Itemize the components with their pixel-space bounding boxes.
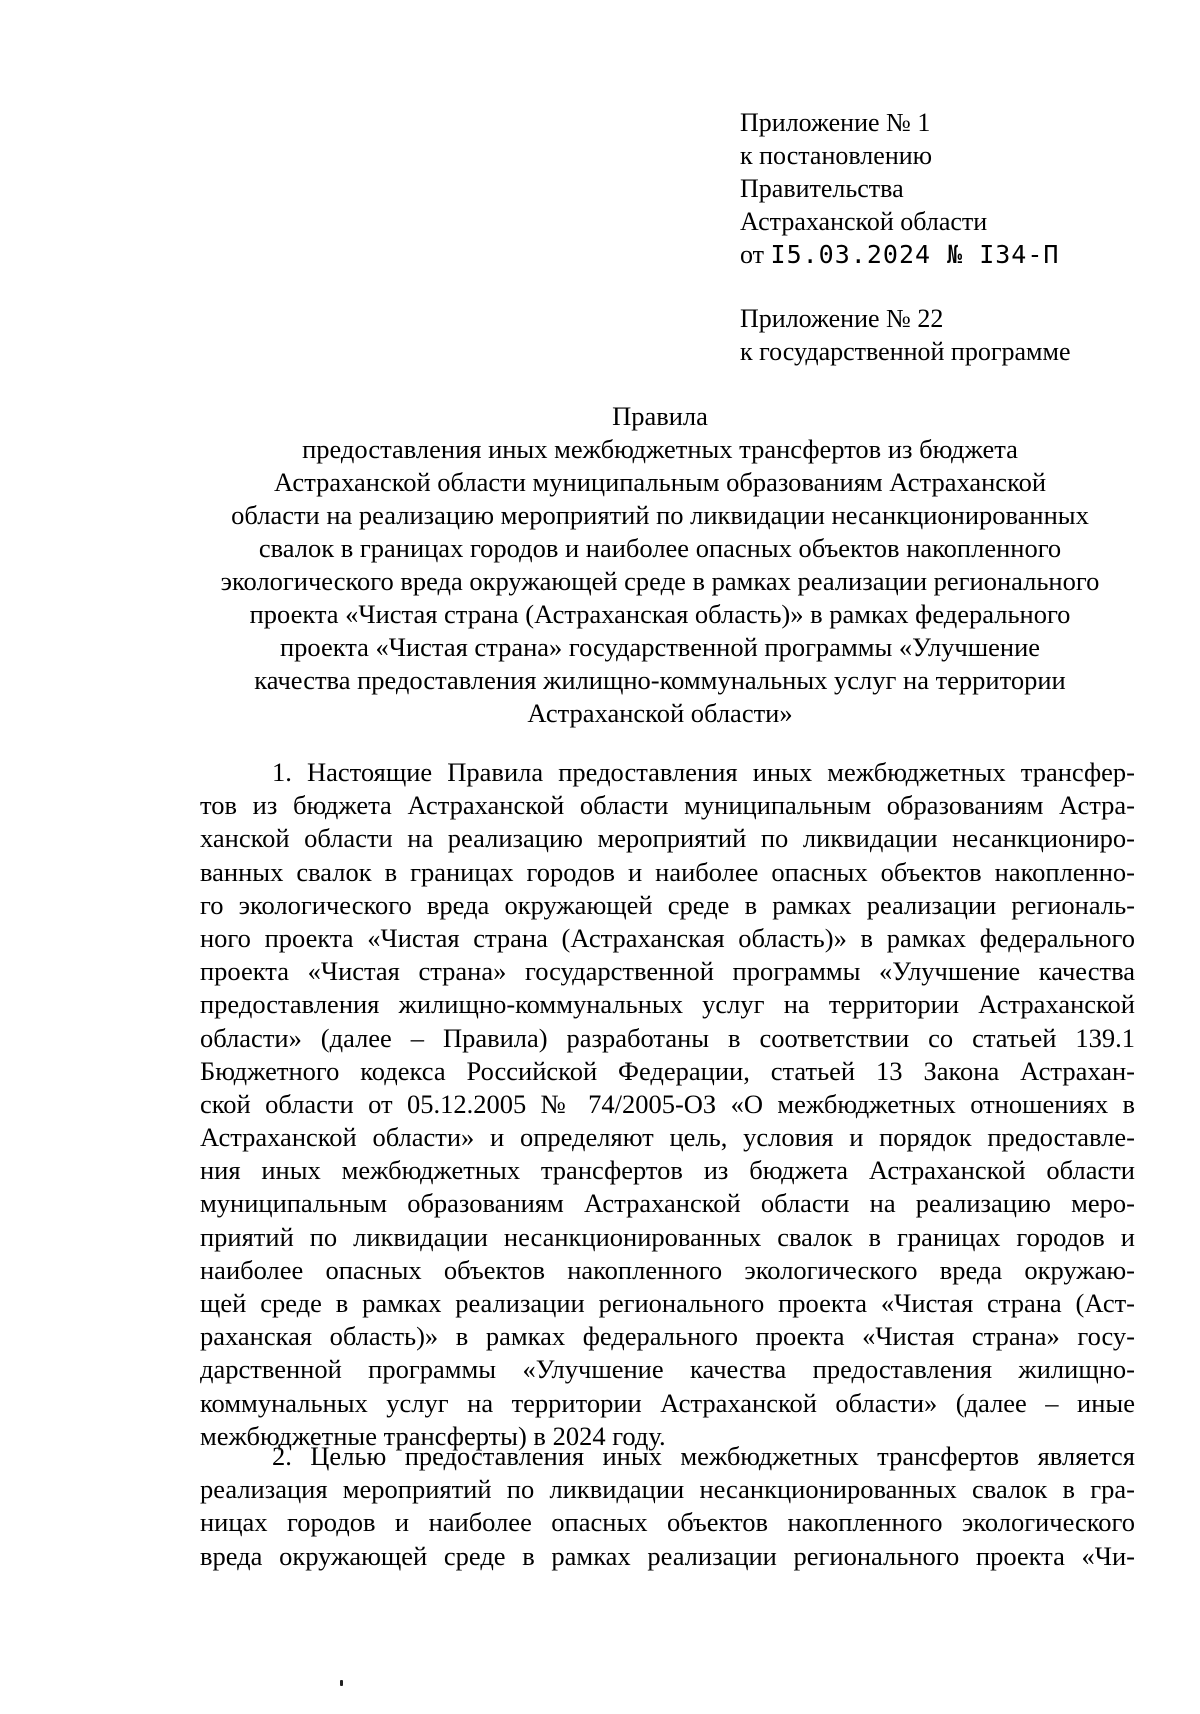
paragraph-line: щей среде в рамках реализации регионального проекта «Чистая страна (Аст- — [200, 1288, 1135, 1318]
paragraph-line: Бюджетного кодекса Российской Федерации, статьей 13 Закона Астрахан- — [200, 1055, 1135, 1086]
paragraph-line: ской области от 05.12.2005 № 74/2005-ОЗ «О межбюджетных отношениях в — [200, 1088, 1135, 1119]
document-title — [180, 400, 1140, 730]
title-line: предоставления иных межбюджетных трансфертов из бюджета — [302, 434, 1018, 464]
paragraph-line: предоставления жилищно-коммунальных услуг на территории Астраханской — [200, 989, 1135, 1020]
paragraph-line: области» (далее – Правила) разработаны в соответствии со статьей 139.1 — [200, 1022, 1135, 1053]
paragraph-1 — [200, 756, 1135, 1453]
paragraph-line: 1. Настоящие Правила предоставления иных межбюджетных трансфер- — [272, 757, 1135, 787]
paragraph-line: го экологического вреда окружающей среде в рамках реализации региональ- — [200, 889, 1135, 920]
title-line: области на реализацию мероприятий по ликвидации несанкционированных — [231, 500, 1089, 530]
title-line: свалок в границах городов и наиболее опасных объектов накопленного — [258, 533, 1062, 563]
paragraph-line: ханской области на реализацию мероприятий по ликвидации несанкциониро- — [200, 823, 1135, 854]
paragraph-line: муниципальным образованиям Астраханской области на реализацию меро- — [200, 1188, 1135, 1219]
appendix-22-line: Приложение № 22 — [740, 304, 944, 333]
date-prefix: от — [740, 240, 765, 269]
paragraph-line: ницах городов и наиболее опасных объектов накопленного экологического — [200, 1507, 1135, 1538]
paragraph-line: 2. Целью предоставления иных межбюджетных трансфертов является — [272, 1441, 1135, 1471]
scan-speck — [340, 1680, 343, 1686]
paragraph-2 — [200, 1440, 1135, 1573]
paragraph-line: ванных свалок в границах городов и наиболее опасных объектов накопленно- — [200, 856, 1135, 887]
title-line: экологического вреда окружающей среде в рамках реализации регионального — [220, 566, 1100, 596]
title-line: качества предоставления жилищно-коммунальных услуг на территории — [254, 665, 1066, 695]
paragraph-line: межбюджетные трансферты) в 2024 году. — [200, 1420, 666, 1451]
paragraph-line: Астраханской области» и определяют цель, условия и порядок предоставле- — [200, 1122, 1135, 1153]
title-heading: Правила — [612, 401, 708, 431]
paragraph-line: вреда окружающей среде в рамках реализации регионального проекта «Чи- — [200, 1540, 1135, 1571]
title-line: проекта «Чистая страна» государственной программы «Улучшение — [279, 632, 1041, 662]
paragraph-line: наиболее опасных объектов накопленного экологического вреда окружаю- — [200, 1254, 1135, 1285]
paragraph-line: ного проекта «Чистая страна (Астраханская область)» в рамках федерального — [200, 922, 1135, 953]
date-number-stamp: I5.03.2024 № I34-П — [770, 240, 1060, 269]
appendix-1-header — [740, 106, 1180, 271]
paragraph-line: тов из бюджета Астраханской области муниципальным образованиям Астра- — [200, 790, 1135, 821]
paragraph-line: приятий по ликвидации несанкционированных свалок в границах городов и — [200, 1221, 1135, 1252]
appendix-1-line: Правительства — [740, 174, 904, 203]
title-line: проекта «Чистая страна (Астраханская область)» в рамках федерального — [249, 599, 1071, 629]
appendix-22-line: к государственной программе — [740, 337, 1071, 366]
paragraph-line: реализация мероприятий по ликвидации несанкционированных свалок в гра- — [200, 1474, 1135, 1505]
title-line: Астраханской области» — [527, 698, 793, 728]
appendix-1-line: Астраханской области — [740, 207, 988, 236]
paragraph-line: раханская область)» в рамках федерального проекта «Чистая страна» госу- — [200, 1321, 1135, 1352]
paragraph-line: коммунальных услуг на территории Астраханской области» (далее – иные — [200, 1387, 1135, 1418]
appendix-22-header — [740, 302, 1180, 368]
appendix-1-line: Приложение № 1 — [740, 108, 931, 137]
appendix-1-line: к постановлению — [740, 141, 933, 170]
decree-date-line — [740, 238, 1180, 271]
paragraph-line: дарственной программы «Улучшение качества предоставления жилищно- — [200, 1354, 1135, 1385]
paragraph-line: ния иных межбюджетных трансфертов из бюджета Астраханской области — [200, 1155, 1135, 1186]
paragraph-line: проекта «Чистая страна» государственной программы «Улучшение качества — [200, 956, 1135, 987]
title-line: Астраханской области муниципальным образованиям Астраханской — [273, 467, 1047, 497]
